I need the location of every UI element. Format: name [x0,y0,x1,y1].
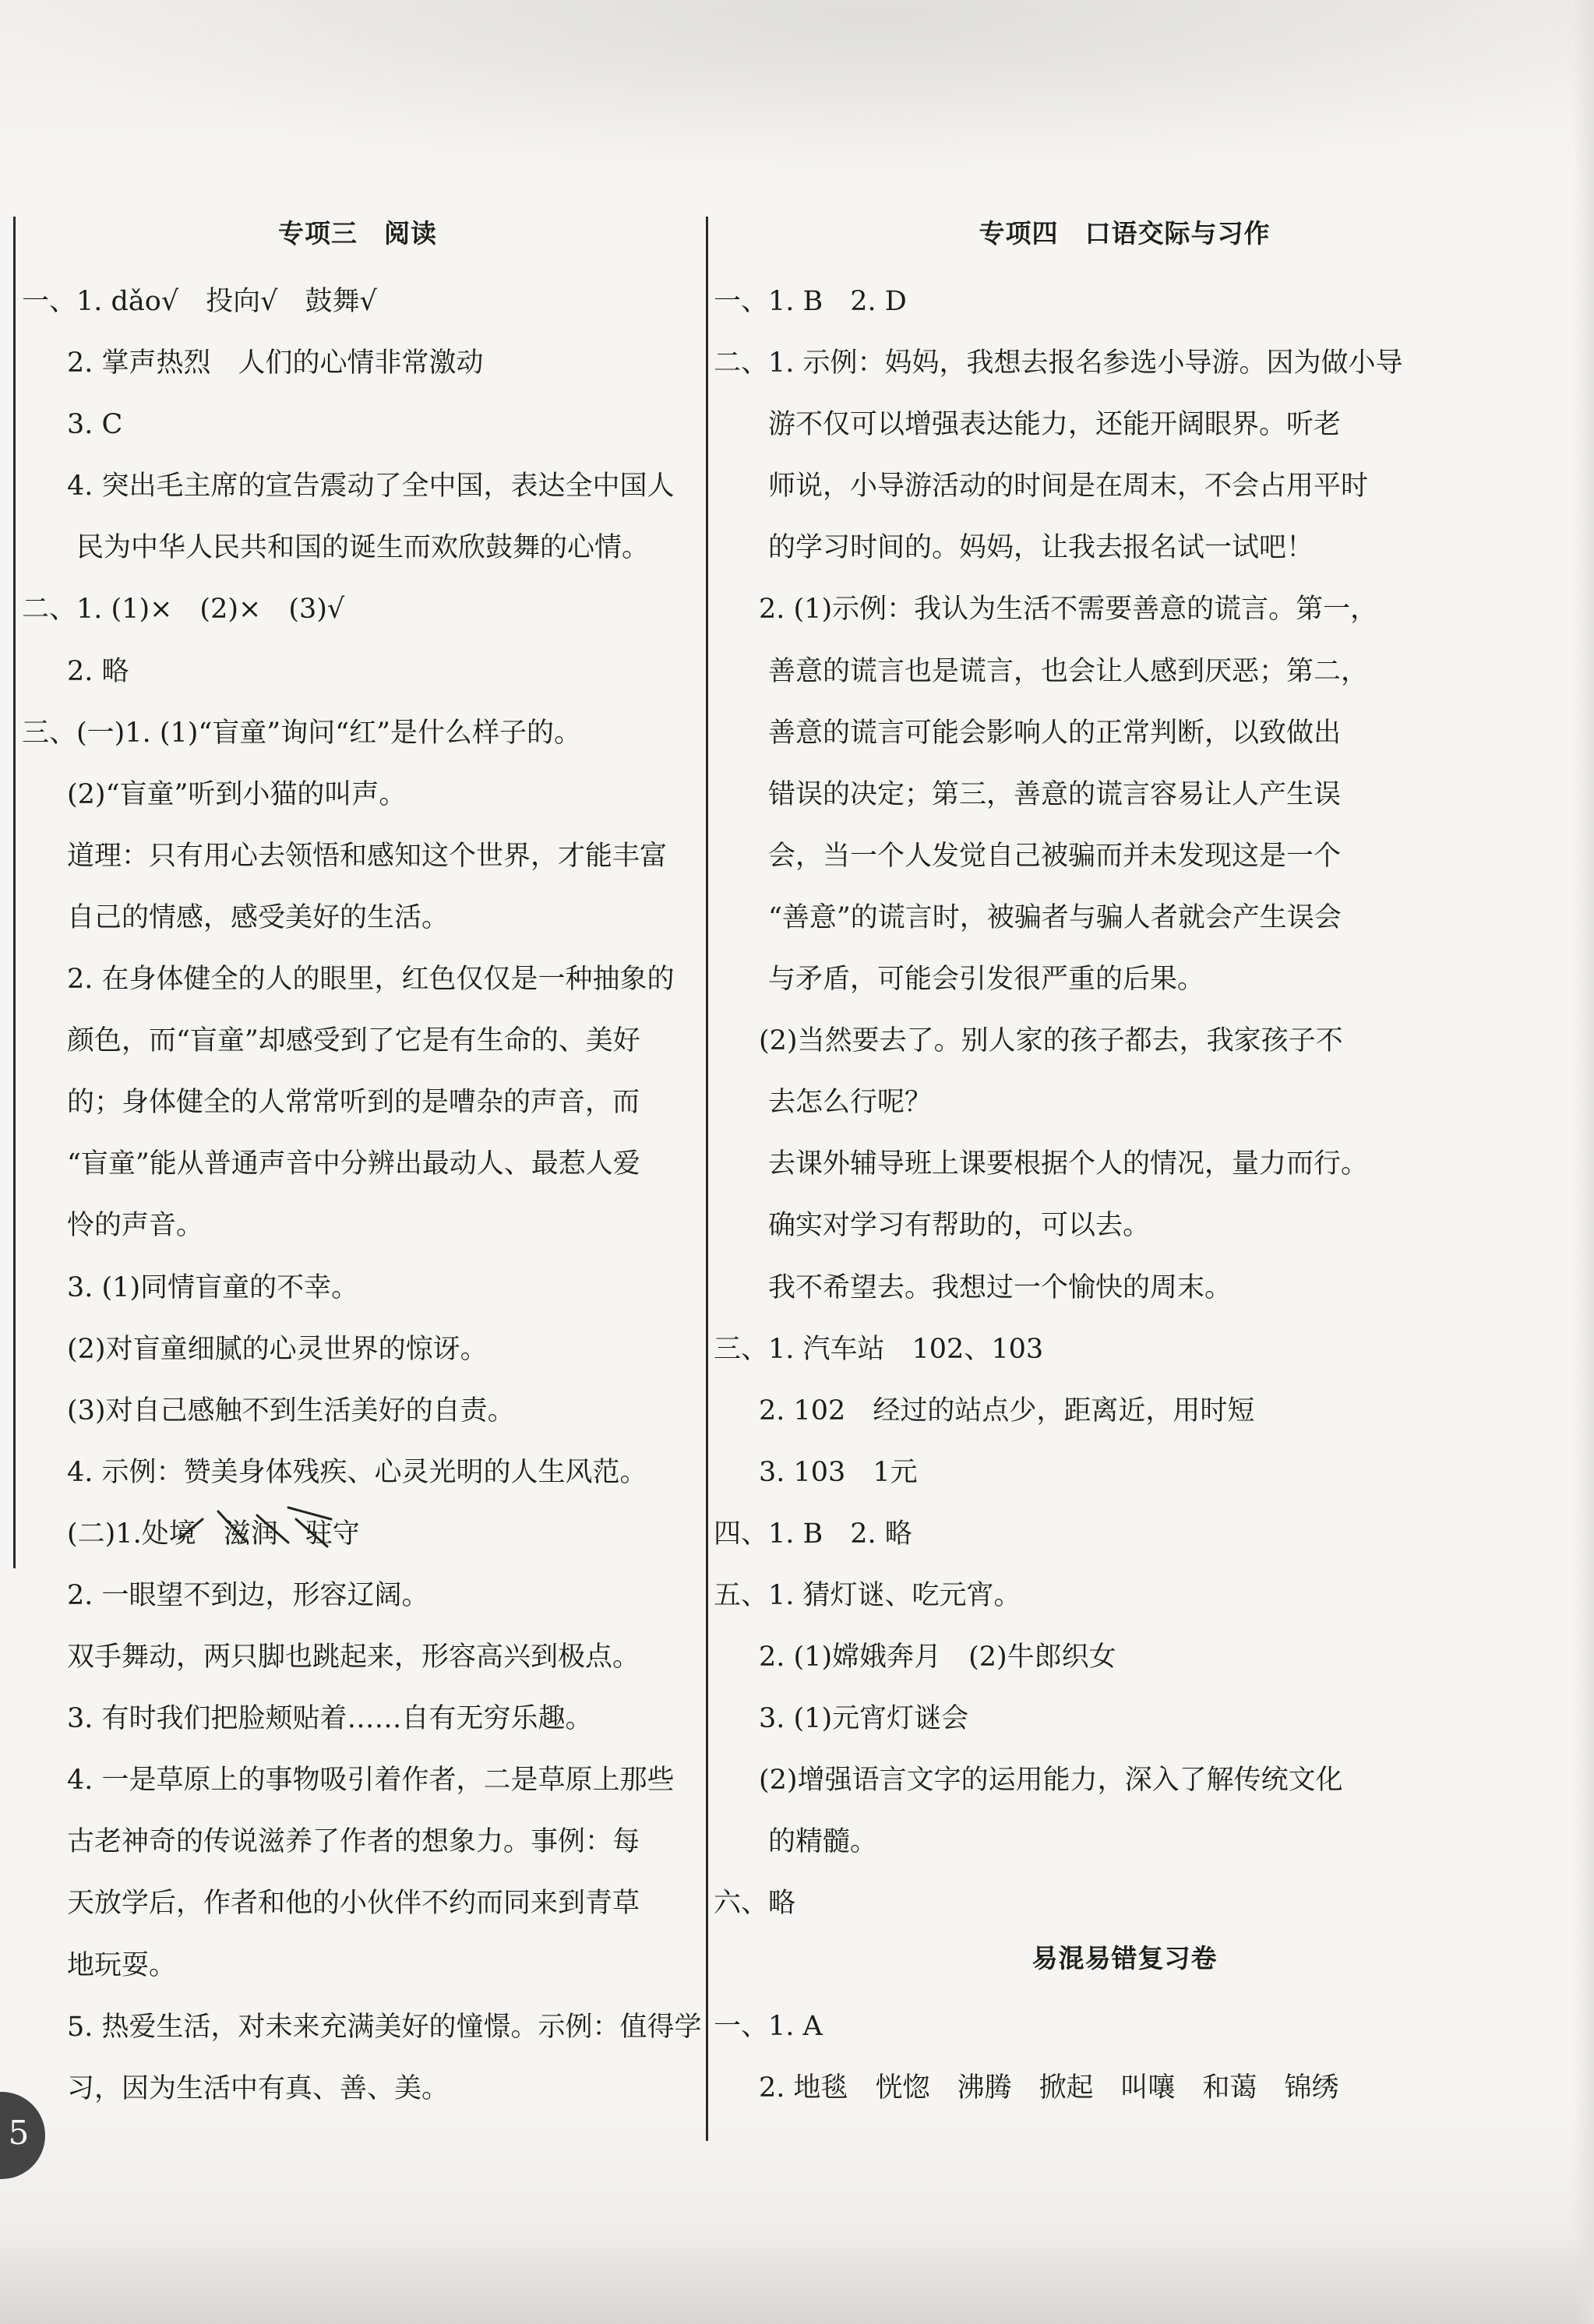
answer-line: 一、1. A [714,2010,823,2042]
answer-line: 天放学后，作者和他的小伙伴不约而同来到青草 [67,1888,640,1920]
answer-line: 我不希望去。我想过一个愉快的周末。 [768,1271,1233,1303]
answer-line: 三、(一)1. (1)“盲童”询问“红”是什么样子的。 [22,717,581,749]
answer-line: 五、1. 猜灯谜、吃元宵。 [714,1579,1021,1611]
answer-line: 2. 在身体健全的人的眼里，红色仅仅是一种抽象的 [67,964,675,996]
answer-line: 确实对学习有帮助的，可以去。 [768,1210,1151,1242]
answer-line: 的精髓。 [768,1826,878,1858]
answer-line: 的学习时间的。妈妈，让我去报名试一试吧！ [768,532,1314,564]
answer-line: (2)对盲童细腻的心灵世界的惊讶。 [67,1333,488,1365]
answer-line: 去课外辅导班上课要根据个人的情况，量力而行。 [768,1148,1369,1180]
section-heading: 专项三 阅读 [278,218,437,249]
answer-line: 古老神奇的传说滋养了作者的想象力。事例：每 [67,1826,640,1858]
answer-line: 的；身体健全的人常常听到的是嘈杂的声音，而 [67,1087,640,1119]
answer-line: 道理：只有用心去领悟和感知这个世界，才能丰富 [67,840,668,872]
page-edge [1572,0,1594,2324]
answer-line: 3. (1)同情盲童的不幸。 [67,1271,359,1303]
answer-line: 2. 掌声热烈 人们的心情非常激动 [67,347,484,379]
answer-line: 三、1. 汽车站 102、103 [714,1333,1044,1365]
answer-line: (2)“盲童”听到小猫的叫声。 [67,778,407,810]
answer-line: 师说，小导游活动的时间是在周末，不会占用平时 [768,471,1369,503]
answer-line: 习，因为生活中有真、善、美。 [67,2072,450,2104]
answer-line: (3)对自己感触不到生活美好的自责。 [67,1395,515,1426]
answer-line: (二)1.处境 滋润 驻守 [67,1518,360,1550]
left-margin-rule [13,217,16,1568]
answer-line: 颜色，而“盲童”却感受到了它是有生命的、美好 [67,1025,640,1057]
answer-line: 怜的声音。 [67,1210,204,1242]
right-column [714,210,1571,2119]
scan-smudge [0,0,1594,179]
answer-line: 2. 地毯 恍惚 沸腾 掀起 叫嚷 和蔼 锦绣 [759,2072,1339,2104]
answer-line: 2. 102 经过的站点少，距离近，用时短 [759,1395,1255,1426]
answer-line: 一、1. dǎo√ 投向√ 鼓舞√ [22,286,377,317]
answer-line: “善意”的谎言时，被骗者与骗人者就会产生误会 [768,901,1342,933]
handwritten-scribble [171,1496,343,1558]
column-divider [706,217,708,2141]
section-heading: 专项四 口语交际与习作 [979,218,1271,249]
answer-line: 去怎么行呢？ [768,1087,933,1119]
answer-line: (2)增强语言文字的运用能力，深入了解传统文化 [759,1765,1343,1797]
answer-line: 3. (1)元宵灯谜会 [759,1703,969,1735]
answer-line: 2. 略 [67,655,129,687]
answer-line: 双手舞动，两只脚也跳起来，形容高兴到极点。 [67,1642,640,1673]
answer-line: 自己的情感，感受美好的生活。 [67,901,450,933]
answer-line: 二、1. (1)× (2)× (3)√ [22,594,345,626]
answer-line: 善意的谎言可能会影响人的正常判断，以致做出 [768,717,1342,749]
answer-line: 民为中华人民共和国的诞生而欢欣鼓舞的心情。 [76,532,650,564]
answer-line: 二、1. 示例：妈妈，我想去报名参选小导游。因为做小导 [714,347,1403,379]
answer-line: 四、1. B 2. 略 [714,1518,912,1550]
answer-line: 3. 103 1元 [759,1456,918,1488]
answer-line: 5. 热爱生活，对未来充满美好的憧憬。示例：值得学 [67,2011,702,2043]
answer-line: 地玩耍。 [67,1949,177,1981]
left-column [22,210,702,2120]
answer-line: 会，当一个人发觉自己被骗而并未发现这是一个 [768,840,1342,872]
answer-line: 六、略 [714,1888,796,1920]
answer-line: 2. 一眼望不到边，形容辽阔。 [67,1579,429,1611]
page-number: 5 [8,2114,30,2152]
answer-line: 与矛盾，可能会引发很严重的后果。 [768,964,1205,996]
answer-line: 4. 一是草原上的事物吸引着作者，二是草原上那些 [67,1765,675,1797]
answer-line: 善意的谎言也是谎言，也会让人感到厌恶；第二， [768,655,1369,687]
answer-line: (2)当然要去了。别人家的孩子都去，我家孩子不 [759,1025,1343,1057]
answer-line: 游不仅可以增强表达能力，还能开阔眼界。听老 [768,409,1342,441]
scan-shadow [0,2236,1594,2324]
answer-line: 2. (1)嫦娥奔月 (2)牛郎织女 [759,1642,1116,1673]
answer-line: 4. 示例：赞美身体残疾、心灵光明的人生风范。 [67,1456,647,1488]
answer-line: 3. 有时我们把脸颊贴着……自有无穷乐趣。 [67,1703,593,1735]
answer-line: 2. (1)示例：我认为生活不需要善意的谎言。第一， [759,594,1378,626]
section-heading: 易混易错复习卷 [1032,1942,1218,1973]
answer-line: 一、1. B 2. D [714,286,907,317]
answer-line: 错误的决定；第三，善意的谎言容易让人产生误 [768,778,1342,810]
answer-line: 3. C [67,409,123,441]
answer-line: 4. 突出毛主席的宣告震动了全中国，表达全中国人 [67,471,675,503]
answer-line: “盲童”能从普通声音中分辨出最动人、最惹人爱 [67,1148,640,1180]
